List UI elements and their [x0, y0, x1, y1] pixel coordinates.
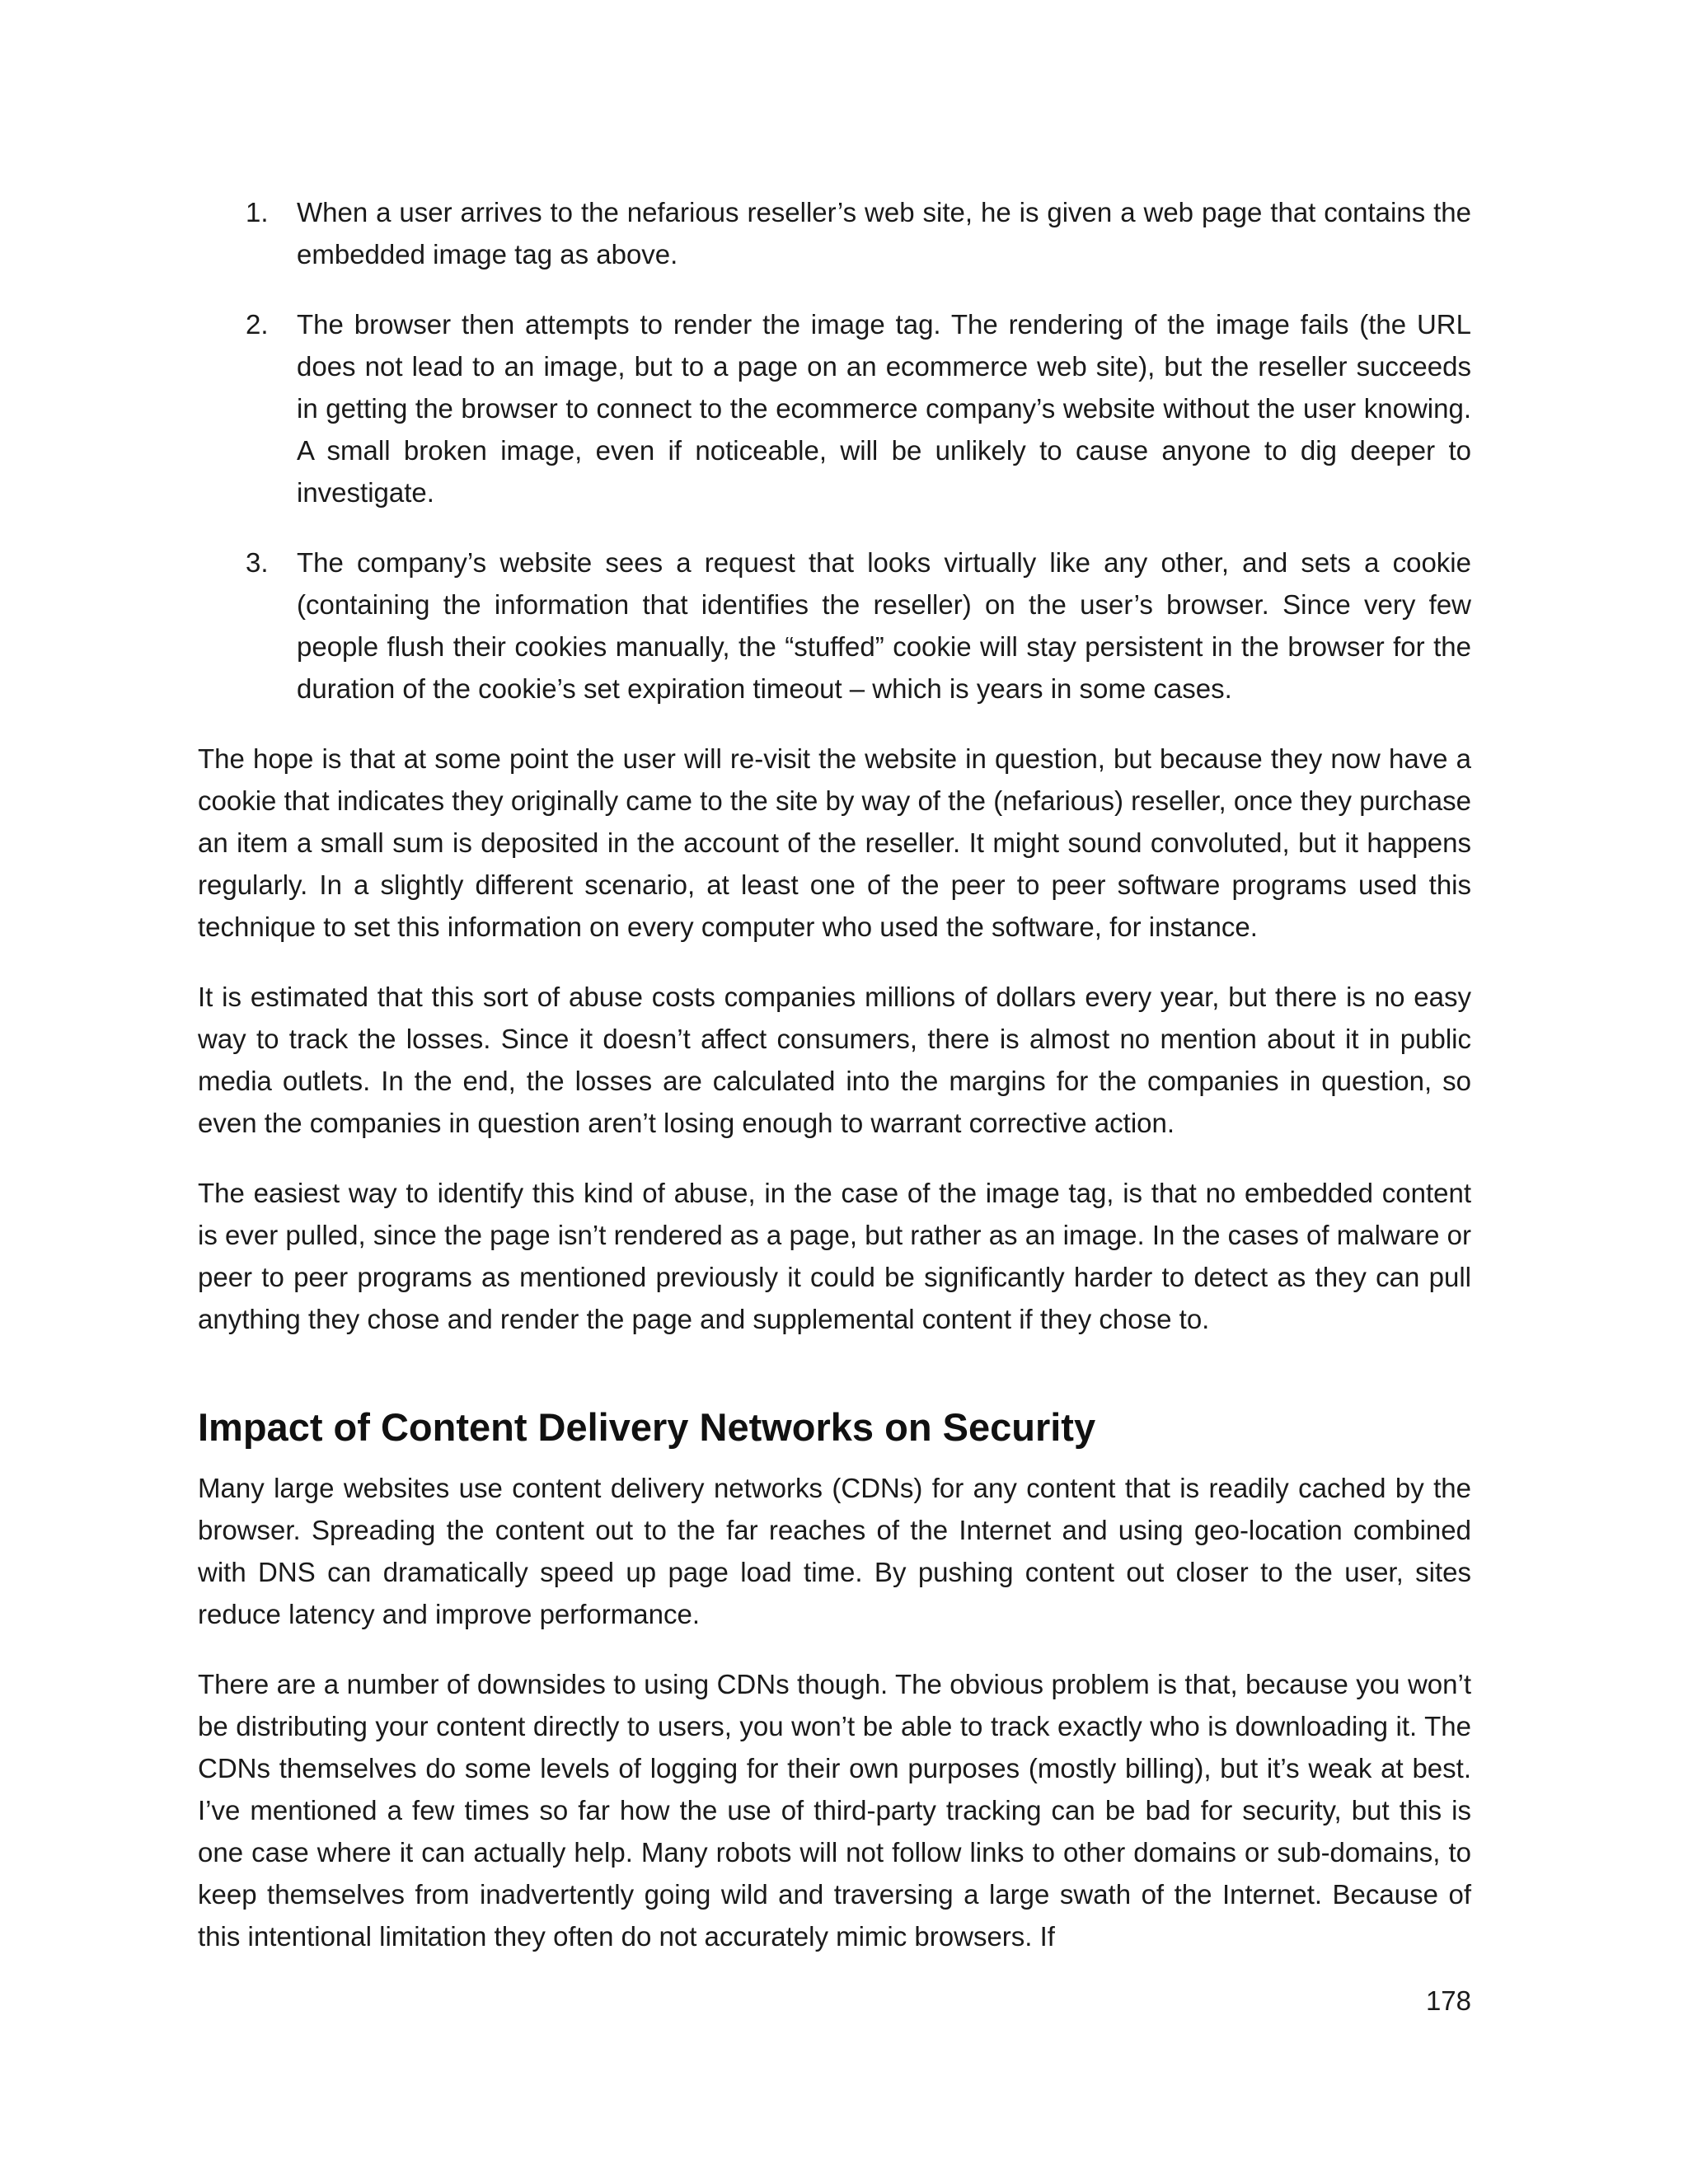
list-item-text: The browser then attempts to render the image tag. The rendering of the image fails (the URL does not lead to an image, but to a page on an ecommerce web site), but the reseller succeeds in getting the browser to connect to the ecommerce company’s website without the user knowing. A small broken image, even if noticeable, will be unlikely to cause anyone to dig deeper to investigate.: [297, 309, 1471, 508]
list-item-number: 1.: [246, 197, 269, 227]
section-heading: Impact of Content Delivery Networks on Security: [198, 1405, 1096, 1449]
list-item: [198, 303, 1471, 513]
list-item: [198, 541, 1471, 710]
numbered-list: [198, 191, 1471, 710]
list-item: [198, 191, 1471, 275]
paragraph: There are a number of downsides to using CDNs though. The obvious problem is that, because you won’t be distributing your content directly to users, you won’t be able to track exactly who is downloading it. The CDNs themselves do some levels of logging for their own purposes (mostly billing), but it’s weak at best. I’ve mentioned a few times so far how the use of third-party tracking can be bad for security, but this is one case where it can actually help. Many robots will not follow links to other domains or sub-domains, to keep themselves from inadvertently going wild and traversing a large swath of the Internet. Because of this intentional limitation they often do not accurately mimic browsers. If: [198, 1669, 1471, 1952]
page-body: [198, 191, 1471, 1985]
list-item-number: 2.: [246, 309, 269, 340]
list-item-text: The company’s website sees a request that looks virtually like any other, and sets a cookie (containing the information that identifies the reseller) on the user’s browser. Since very few people flush their cookies manually, the “stuffed” cookie will stay persistent in the browser for the duration of the cookie’s set expiration timeout – which is years in some cases.: [297, 547, 1471, 704]
paragraph: The hope is that at some point the user will re-visit the website in question, but because they now have a cookie that indicates they originally came to the site by way of the (nefarious) reseller, once they purchase an item a small sum is deposited in the account of the reseller. It might sound convoluted, but it happens regularly. In a slightly different scenario, at least one of the peer to peer software programs used this technique to set this information on every computer who used the software, for instance.: [198, 743, 1471, 942]
paragraph: Many large websites use content delivery networks (CDNs) for any content that is readily cached by the browser. Spreading the content out to the far reaches of the Internet and using geo-location combined with DNS can dramatically speed up page load time. By pushing content out closer to the user, sites reduce latency and improve performance.: [198, 1473, 1471, 1629]
list-item-text: When a user arrives to the nefarious reseller’s web site, he is given a web page that contains the embedded image tag as above.: [297, 197, 1471, 269]
page-number: 178: [1425, 1985, 1471, 2016]
paragraph: The easiest way to identify this kind of abuse, in the case of the image tag, is that no embedded content is ever pulled, since the page isn’t rendered as a page, but rather as an image. In the cases of malware or peer to peer programs as mentioned previously it could be significantly harder to detect as they can pull anything they chose and render the page and supplemental content if they chose to.: [198, 1178, 1471, 1334]
list-item-number: 3.: [246, 547, 269, 578]
paragraph: It is estimated that this sort of abuse costs companies millions of dollars every year, but there is no easy way to track the losses. Since it doesn’t affect consumers, there is almost no mention about it in public media outlets. In the end, the losses are calculated into the margins for the companies in question, so even the companies in question aren’t losing enough to warrant corrective action.: [198, 982, 1471, 1138]
